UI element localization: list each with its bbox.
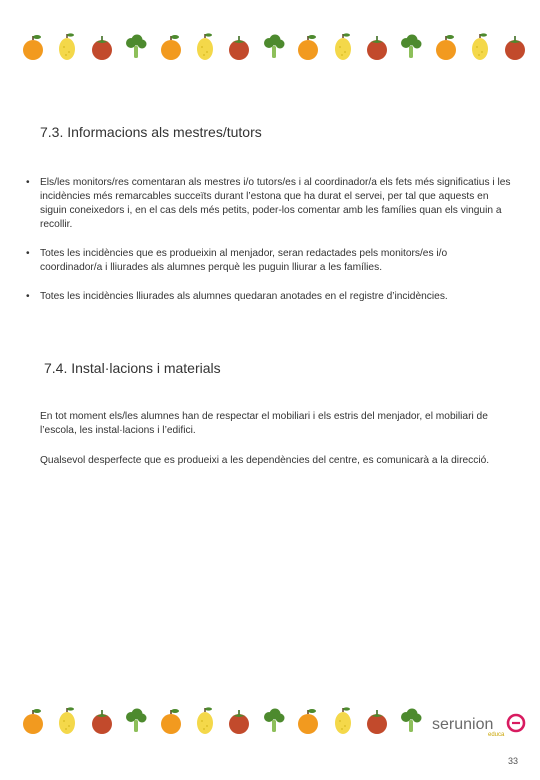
tomato-icon bbox=[89, 704, 115, 743]
orange-icon bbox=[158, 30, 184, 69]
lemon-icon bbox=[54, 704, 80, 743]
broccoli-icon bbox=[398, 30, 424, 69]
section-7-4-paragraph: Qualsevol desperfecte que es produeixi a les dependències del centre, es comunicarà a la direcció. bbox=[40, 455, 490, 466]
tomato-icon bbox=[364, 30, 390, 69]
lemon-icon bbox=[330, 30, 356, 69]
broccoli-icon bbox=[398, 704, 424, 743]
section-7-4-paragraph: En tot moment els/les alumnes han de respectar el mobiliari i els estris del menjador, el mobiliari de l’escola, les instal·lacions i l’edifici. bbox=[40, 411, 488, 436]
tomato-icon bbox=[226, 704, 252, 743]
list-item-text: Els/les monitors/res comentaran als mestres i/o tutors/es i al coordinador/a els fets més significatius i les incidències més remarcables succeïts durant l’estona que ha durat el servei, per tal que aquests en siguin coneixedors i, en el cas dels més petits, poder-los comentar amb les famílies quan els vinguin a recollir. bbox=[40, 177, 511, 230]
serunion-logo bbox=[432, 712, 528, 743]
bullet-marker: • bbox=[26, 248, 30, 259]
logo-subtext: educa bbox=[488, 732, 505, 738]
broccoli-icon bbox=[261, 704, 287, 743]
tomato-icon bbox=[364, 704, 390, 743]
tomato-icon bbox=[502, 30, 528, 69]
list-item-text: Totes les incidències que es produeixin al menjador, seran redactades pels monitors/es i/o coordinador/a i lliurades als alumnes perquè les puguin lliurar a les famílies. bbox=[40, 248, 448, 273]
bullet-marker: • bbox=[26, 177, 30, 188]
broccoli-icon bbox=[123, 30, 149, 69]
list-item bbox=[26, 290, 512, 304]
tomato-icon bbox=[89, 30, 115, 69]
lemon-icon bbox=[192, 704, 218, 743]
list-item bbox=[26, 247, 512, 275]
list-item bbox=[26, 176, 512, 232]
orange-icon bbox=[158, 704, 184, 743]
lemon-icon bbox=[54, 30, 80, 69]
tomato-icon bbox=[226, 30, 252, 69]
logo-wordmark: serunion bbox=[432, 716, 494, 733]
orange-icon bbox=[433, 30, 459, 69]
bullet-marker: • bbox=[26, 291, 30, 302]
section-7-3-title: 7.3. Informacions als mestres/tutors bbox=[40, 124, 262, 140]
lemon-icon bbox=[330, 704, 356, 743]
lemon-icon bbox=[467, 30, 493, 69]
section-7-4-title: 7.4. Instal·lacions i materials bbox=[44, 360, 221, 376]
orange-icon bbox=[295, 30, 321, 69]
list-item-text: Totes les incidències lliurades als alumnes quedaran anotades en el registre d’incidències. bbox=[40, 291, 448, 302]
section-7-3-bullet-list bbox=[26, 176, 512, 318]
page-number: 33 bbox=[507, 756, 518, 766]
broccoli-icon bbox=[261, 30, 287, 69]
orange-icon bbox=[20, 30, 46, 69]
orange-icon bbox=[20, 704, 46, 743]
top-fruit-border bbox=[0, 30, 540, 66]
broccoli-icon bbox=[123, 704, 149, 743]
orange-icon bbox=[295, 704, 321, 743]
lemon-icon bbox=[192, 30, 218, 69]
